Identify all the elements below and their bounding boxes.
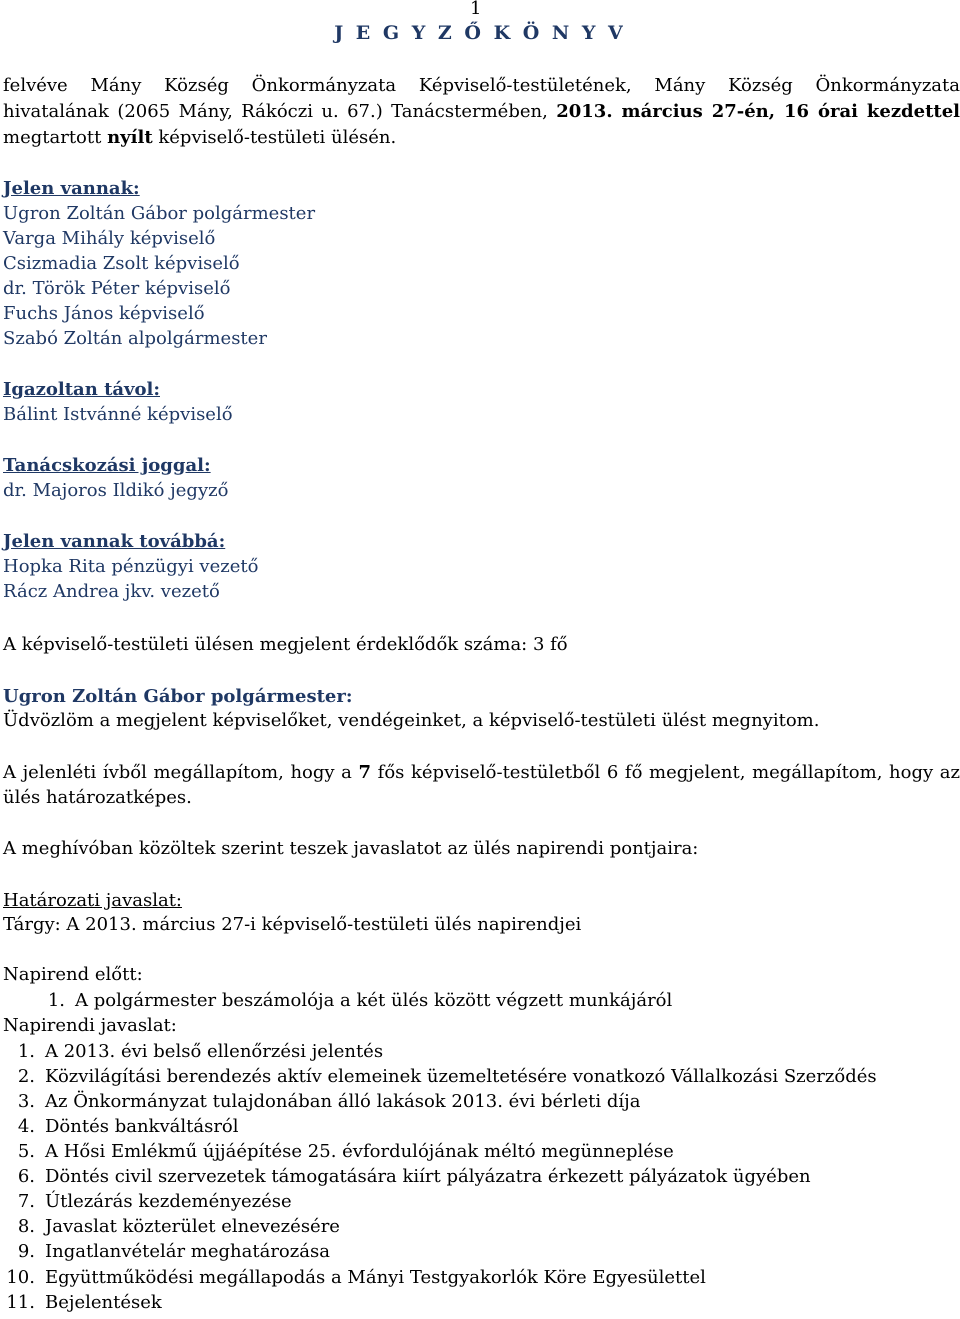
meeting-type: nyílt — [107, 127, 153, 148]
item-text: Az Önkormányzat tulajdonában álló lakások 2013. évi bérleti díja — [45, 1091, 641, 1112]
document-title: J E G Y Z Ő K Ö N Y V — [334, 22, 626, 44]
proposal-intro: A meghívóban közöltek szerint teszek javaslatot az ülés napirendi pontjaira: — [3, 838, 699, 859]
item-number: 1. — [47, 990, 65, 1011]
also-present-heading: Jelen vannak továbbá: — [3, 531, 226, 552]
also-present-name: Hopka Rita pénzügyi vezető — [3, 556, 259, 577]
resolution-heading: Határozati javaslat: — [3, 890, 182, 911]
quorum-text-end: fős képviselő-testületből 6 fő megjelent, megállapítom, hogy az — [377, 762, 960, 783]
meeting-date: 2013. március 27-én, 16 órai kezdettel — [556, 101, 960, 122]
also-present-name: Rácz Andrea jkv. vezető — [3, 581, 220, 602]
speaker-heading: Ugron Zoltán Gábor polgármester: — [3, 686, 353, 707]
item-text: Közvilágítási berendezés aktív elemeinek üzemeltetésére vonatkozó Vállalkozási Szerződés — [45, 1066, 877, 1087]
absent-heading: Igazoltan távol: — [3, 379, 160, 400]
intro-line-1: felvéve Mány Község Önkormányzata Képviselő-testületének, Mány Község Önkormányzata — [3, 75, 960, 96]
present-name: Fuchs János képviselő — [3, 303, 205, 324]
item-text: Bejelentések — [45, 1292, 162, 1313]
intro-line-2 — [3, 99, 960, 124]
item-number: 6. — [17, 1166, 35, 1187]
item-number: 5. — [17, 1141, 35, 1162]
item-text: Ingatlanvételár meghatározása — [45, 1241, 330, 1262]
present-name: dr. Török Péter képviselő — [3, 278, 231, 299]
resolution-subject: Tárgy: A 2013. március 27-i képviselő-testületi ülés napirendjei — [3, 914, 582, 935]
item-text: Javaslat közterület elnevezésére — [45, 1216, 340, 1237]
agenda-item — [3, 1214, 340, 1239]
before-agenda-item — [33, 988, 672, 1013]
agenda-item — [3, 1064, 877, 1089]
intro-line-3-end: képviselő-testületi ülésén. — [158, 127, 397, 148]
welcome-text: Üdvözlöm a megjelent képviselőket, vendégeinket, a képviselő-testületi ülést megnyitom. — [3, 710, 820, 731]
agenda-item — [3, 1265, 706, 1290]
member-count: 7 — [358, 762, 372, 783]
item-number: 7. — [17, 1191, 35, 1212]
item-text: Útlezárás kezdeményezése — [45, 1191, 292, 1212]
advisory-heading: Tanácskozási joggal: — [3, 455, 211, 476]
quorum-text: A jelenléti ívből megállapítom, hogy a — [3, 762, 352, 783]
item-number: 10. — [6, 1267, 35, 1288]
agenda-item — [3, 1164, 811, 1189]
agenda-label: Napirendi javaslat: — [3, 1015, 177, 1036]
present-name: Ugron Zoltán Gábor polgármester — [3, 203, 316, 224]
item-text: Döntés civil szervezetek támogatására kiírt pályázatra érkezett pályázatok ügyében — [45, 1166, 811, 1187]
item-text: A 2013. évi belső ellenőrzési jelentés — [45, 1041, 384, 1062]
intro-line-2-text: hivatalának (2065 Mány, Rákóczi u. 67.) Tanácstermében, — [3, 101, 548, 122]
item-number: 8. — [17, 1216, 35, 1237]
item-number: 11. — [6, 1292, 35, 1313]
audience-count: A képviselő-testületi ülésen megjelent érdeklődők száma: 3 fő — [3, 634, 568, 655]
item-text: A polgármester beszámolója a két ülés között végzett munkájáról — [75, 990, 673, 1011]
page-number: 1 — [470, 0, 482, 19]
agenda-item — [3, 1039, 383, 1064]
quorum-line-2: ülés határozatképes. — [3, 787, 192, 808]
present-heading: Jelen vannak: — [3, 178, 140, 199]
intro-line-3 — [3, 125, 396, 150]
present-name: Varga Mihály képviselő — [3, 228, 216, 249]
item-number: 1. — [17, 1041, 35, 1062]
present-name: Szabó Zoltán alpolgármester — [3, 328, 267, 349]
item-text: Együttműködési megállapodás a Mányi Testgyakorlók Köre Egyesülettel — [45, 1267, 706, 1288]
agenda-item — [3, 1290, 162, 1315]
agenda-item — [3, 1239, 330, 1264]
item-number: 2. — [17, 1066, 35, 1087]
item-text: Döntés bankváltásról — [45, 1116, 239, 1137]
intro-line-3-text: megtartott — [3, 127, 102, 148]
agenda-item — [3, 1139, 674, 1164]
agenda-item — [3, 1189, 292, 1214]
present-name: Csizmadia Zsolt képviselő — [3, 253, 240, 274]
item-number: 4. — [17, 1116, 35, 1137]
absent-name: Bálint Istvánné képviselő — [3, 404, 233, 425]
agenda-item — [3, 1089, 640, 1114]
item-text: A Hősi Emlékmű újjáépítése 25. évfordulójának méltó megünneplése — [45, 1141, 674, 1162]
item-number: 3. — [17, 1091, 35, 1112]
quorum-line-1 — [3, 760, 960, 785]
before-agenda-label: Napirend előtt: — [3, 964, 143, 985]
item-number: 9. — [17, 1241, 35, 1262]
agenda-item — [3, 1114, 239, 1139]
advisory-name: dr. Majoros Ildikó jegyző — [3, 480, 229, 501]
